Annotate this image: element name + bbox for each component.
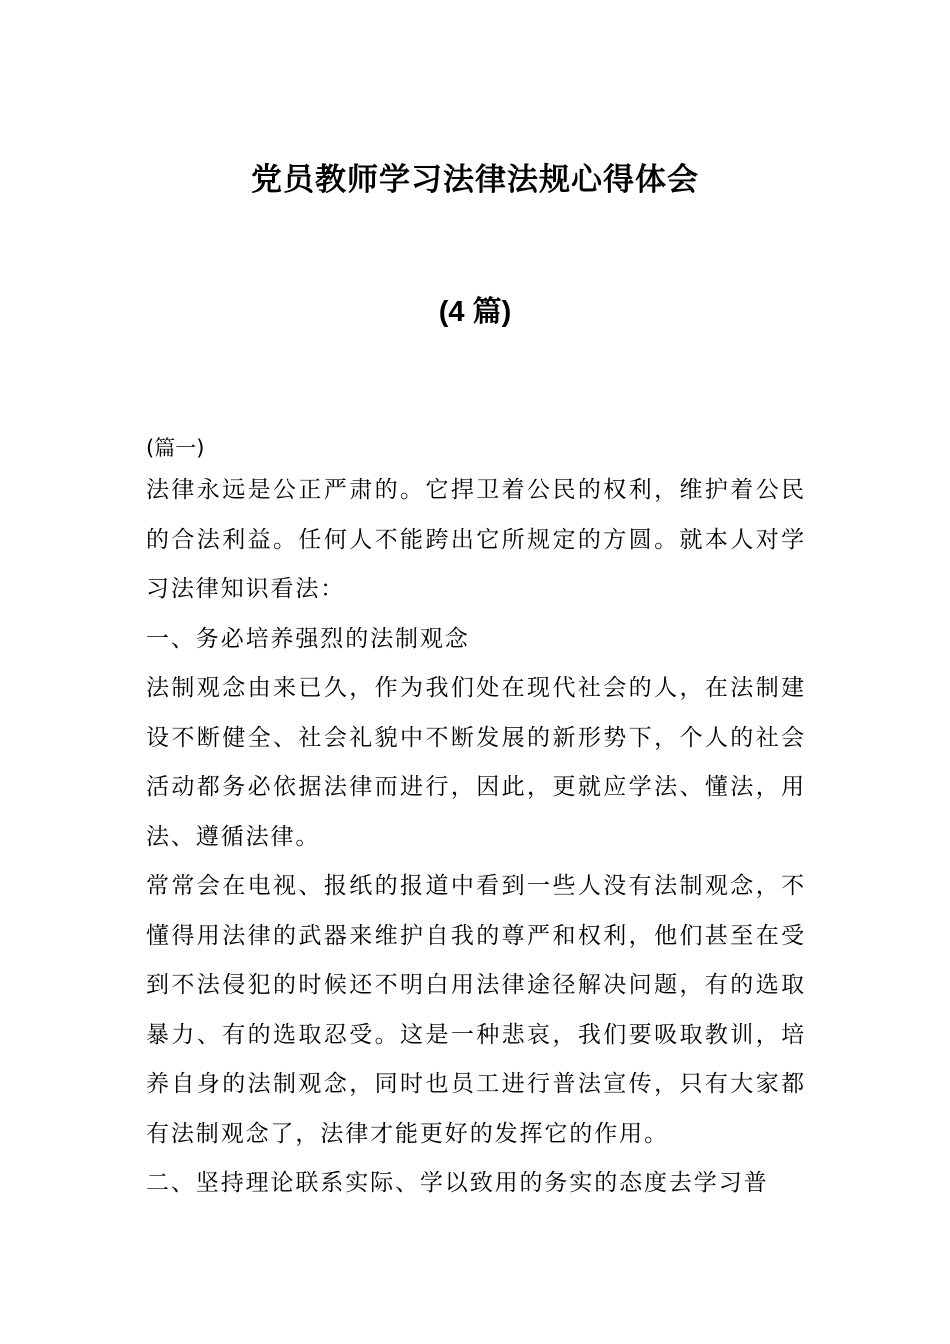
heading-one: 一、务必培养强烈的法制观念	[146, 625, 470, 652]
section-label: (篇一)	[146, 436, 205, 460]
paragraph-news-reports: 常常会在电视、报纸的报道中看到一些人没有法制观念，不懂得用法律的武器来维护自我的尊严和权利，他们甚至在受到不法侵犯的时候还不明白用法律途径解决问题，有的选取暴力、有的选取忍受。这是一种悲哀，我们要吸取教训，培养自身的法制观念，同时也员工进行普法宣传，只有大家都有法制观念了，法律才能更好的发挥它的作用。	[146, 873, 806, 1147]
document-body	[146, 430, 806, 1209]
document-title: 党员教师学习法律法规心得体会	[251, 162, 699, 198]
heading-two: 二、坚持理论联系实际、学以致用的务实的态度去学习普	[146, 1170, 769, 1196]
document-subtitle: (4 篇)	[438, 296, 512, 328]
paragraph-legal-concept: 法制观念由来已久，作为我们处在现代社会的人，在法制建设不断健全、社会礼貌中不断发展的新形势下，个人的社会活动都务必依据法律而进行，因此，更就应学法、懂法，用法、遵循法律。	[146, 675, 806, 850]
paragraph-intro: 法律永远是公正严肃的。它捍卫着公民的权利，维护着公民的合法利益。任何人不能跨出它所规定的方圆。就本人对学习法律知识看法：	[146, 477, 806, 602]
